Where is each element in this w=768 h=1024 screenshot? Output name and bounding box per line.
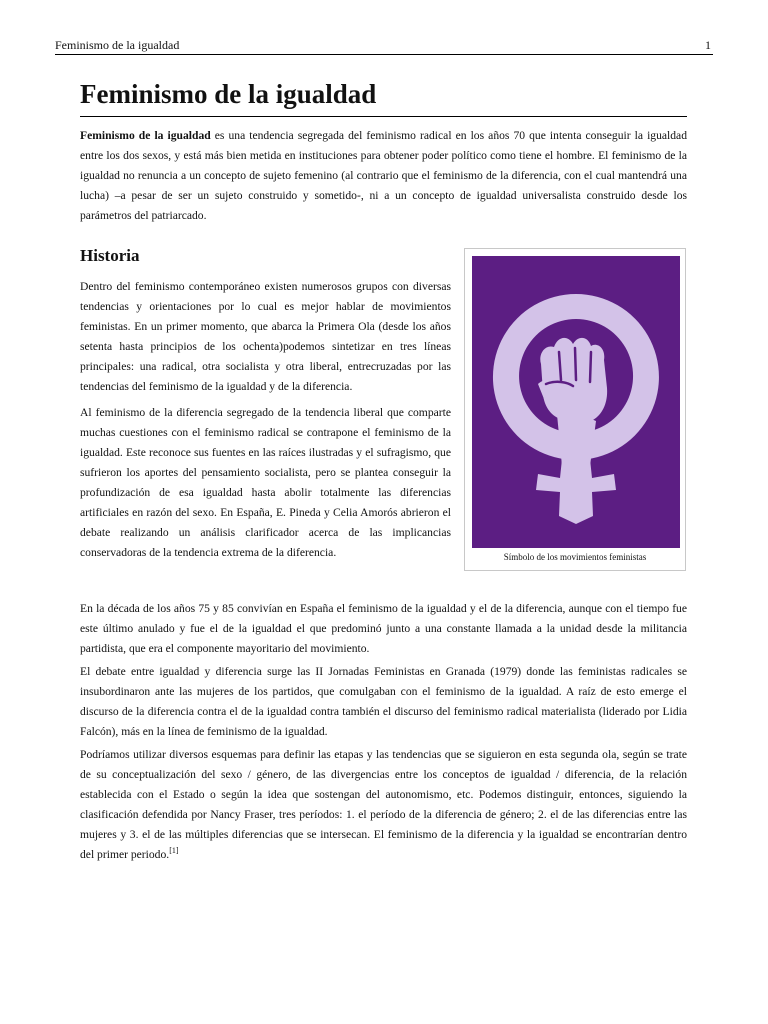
intro-term: Feminismo de la igualdad — [80, 129, 211, 142]
figure — [464, 248, 686, 571]
page-title: Feminismo de la igualdad — [80, 76, 687, 117]
running-header — [55, 38, 713, 55]
feminist-fist-symbol-image — [472, 256, 680, 548]
intro-paragraph — [80, 126, 687, 226]
body-full-width — [80, 599, 687, 865]
paragraph: En la década de los años 75 y 85 convivían en España el feminismo de la igualdad y el de la diferencia, aunque con el tiempo fue este último anulado y fue el de la igualdad el que predominó junto a una constante llamada a la unidad desde la militancia partidista, que era el componente mayoritario del movimiento. — [80, 602, 687, 655]
section-heading-historia: Historia — [80, 246, 140, 265]
figure-caption: Símbolo de los movimientos feministas — [503, 552, 647, 562]
page-number: 1 — [705, 38, 711, 52]
intro-text: es una tendencia segregada del feminismo radical en los años 70 que intenta conseguir la igualdad entre los dos sexos, y está más bien metida en instituciones para obtener poder político como tiene el hombre. El feminismo de la igualdad no renuncia a un concepto de sujeto femenino (al contrario que el feminismo de la diferencia, con el cual mantendrá una lucha) –a pesar de ser un sujeto construido y sometido-, ni a un concepto de igualdad universalista construido desde los parámetros del patriarcado. — [80, 129, 687, 222]
paragraph: Dentro del feminismo contemporáneo existen numerosos grupos con diversas tendencias y orientaciones por lo cual es mejor hablar de movimientos feministas. En un primer momento, que abarca la Primera Ola (desde los años setenta hasta principios de los ochenta)podemos sintetizar en tres líneas principales: una radical, otra socialista y otra liberal, entrecruzadas por las tendencias del feminismo de la igualdad y de la diferencia. — [80, 280, 451, 393]
running-title: Feminismo de la igualdad — [55, 38, 180, 52]
paragraph: El debate entre igualdad y diferencia surge las II Jornadas Feministas en Granada (1979) donde las feministas radicales se insubordinaron ante las mujeres de los partidos, que comulgaban con el feminismo de la igualdad. A raíz de esto emerge el discurso de la diferencia contra el de la igualdad contra también el discurso del feminismo radical materialista (liderado por Lidia Falcón), más en la línea de feminismo de la igualdad. — [80, 665, 687, 738]
paragraph: Al feminismo de la diferencia segregado de la tendencia liberal que comparte muchas cuestiones con el feminismo radical se contrapone el feminismo de la igualdad. Este reconoce sus fuentes en las raíces ilustradas y el sufragismo, que sufrieron los aportes del pensamiento socialista, pero se plantea conseguir la profundización de esa igualdad hasta abolir totalmente las diferencias artificiales en razón del sexo. En España, E. Pineda y Celia Amorós abrieron el debate realizando un análisis clarificador acerca de las implicancias conservadoras de la tendencia extrema de la diferencia. — [80, 406, 451, 559]
paragraph-text: Podríamos utilizar diversos esquemas para definir las etapas y las tendencias que se siguieron en esta segunda ola, según se trate de su conceptualización del sexo / género, de las divergencias entre los conceptos de igualdad / diferencia, de la relación establecida con el Estado o según la idea que sostengan del autonomismo, etc. Podemos distinguir, entonces, siguiendo la clasificación defendida por Nancy Fraser, tres períodos: 1. el período de la diferencia de género; 2. el de las diferencias entre las mujeres y 3. el de las múltiples diferencias que se intersecan. El feminismo de la diferencia y la igualdad se encontrarían dentro del primer periodo. — [80, 748, 687, 861]
footnote-link[interactable]: [1] — [169, 846, 179, 856]
paragraph-last — [80, 745, 687, 865]
historia-column — [80, 277, 451, 563]
